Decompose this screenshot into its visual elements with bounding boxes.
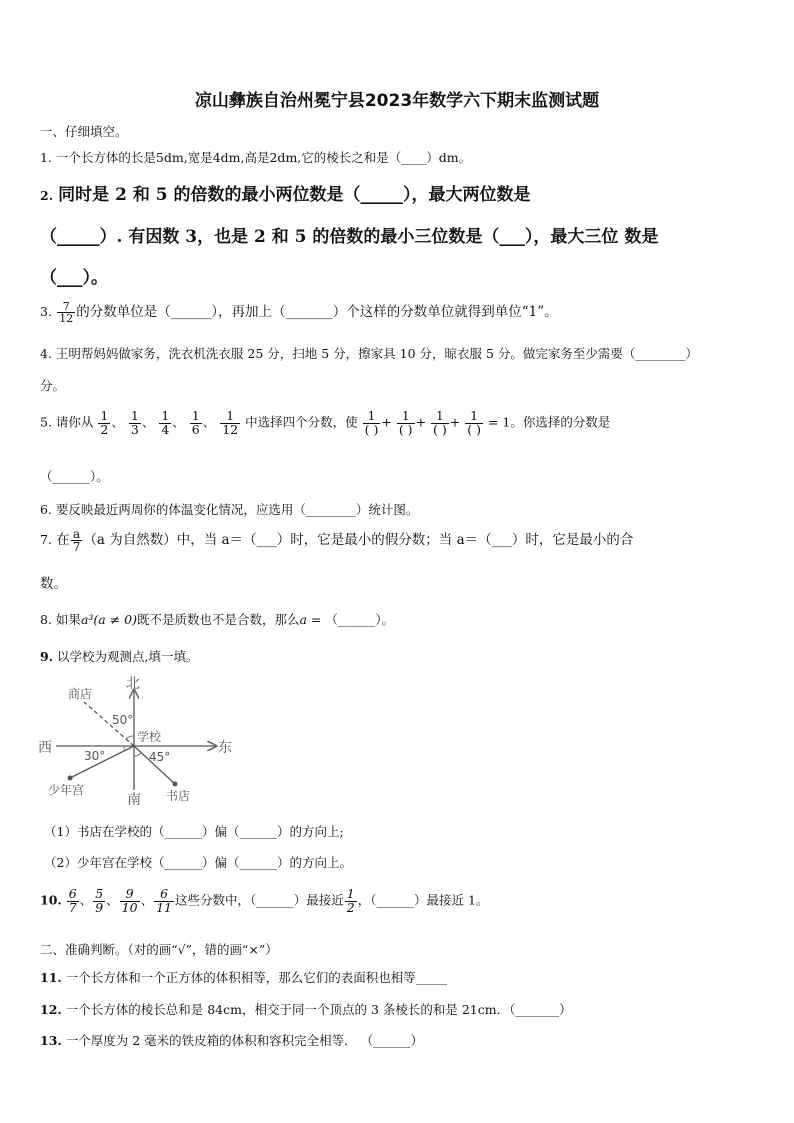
direction-diagram [34,672,234,810]
blank-fraction: $\frac{1}{( )}$ [398,408,413,437]
fraction: $\frac{1}{3}$ [130,408,139,437]
question-line: 同时是 2 和 5 的倍数的最小两位数是（_____），最大两位数是 [58,185,531,205]
question-number: 10. [40,892,62,908]
fraction: $\frac{1}{2}$ [100,408,109,437]
fraction: $\frac{1}{4}$ [161,408,170,437]
fraction: $\frac{7}{12}$ [59,300,74,325]
section-heading-1: 一、仔细填空。 [40,124,128,139]
question-9 [40,647,199,665]
fraction-half: $\frac{1}{2}$ [346,886,355,915]
label-south: 南 [127,792,141,808]
question-4-line-2: 分。 [40,378,66,393]
question-number: 5. [40,414,52,430]
blank-fraction: $\frac{1}{( )}$ [364,408,379,437]
question-number: 11. [40,970,62,985]
question-number: 3. [40,304,52,319]
question-text: 要反映最近两周你的体温变化情况，应选用（________）统计图。 [55,502,419,517]
angle-arc [134,753,141,756]
question-10: 10. $\frac{6}{7}$ 、 $\frac{5}{9}$ 、 $\frac{9}{10}$ 、 $\frac{6}{11}$ 这些分数中，（______）最接近 $\frac{1}{2}$ ，（______）最接近 1。 [40,886,489,915]
angle-arc [124,746,125,751]
page-title: 凉山彝族自治州冕宁县2023年数学六下期末监测试题 [194,91,600,111]
angle-label-shop: 50° [112,713,134,727]
label-west: 西 [38,740,52,756]
question-9-sub-2: （2）少年宫在学校（______）偏（______）的方向上。 [44,855,352,870]
question-number: 6. [40,502,52,517]
question-number: 12. [40,1002,62,1017]
question-4 [40,344,698,362]
question-number: 1. [40,150,52,165]
question-text: 一个厚度为 2 毫米的铁皮箱的体积和容积完全相等． （______） [65,1033,424,1048]
fraction: $\frac{5}{9}$ [95,886,104,915]
question-number: 7. [40,532,52,547]
question-number: 13. [40,1033,62,1048]
fraction: $\frac{6}{7}$ [68,886,77,915]
label-east: 东 [218,740,232,756]
fraction: $\frac{6}{11}$ [156,886,172,915]
label-bookstore: 书店 [166,789,191,803]
question-7: 7. 在 $\frac{a}{7}$ （a 为自然数）中，当 a＝（___）时，它是最小的假分数；当 a＝（___）时，它是最小的合 [40,527,634,554]
question-9-sub-1: （1）书店在学校的（______）偏（______）的方向上; [44,824,344,839]
question-number: 4. [40,346,52,361]
question-number: 2. [40,188,54,203]
question-12 [40,1000,572,1018]
question-2-line-2: （_____）. 有因数 3，也是 2 和 5 的倍数的最小三位数是（___），最大三位 数是 [40,227,659,247]
bookstore-point [173,782,178,787]
blank-fraction: $\frac{1}{( )}$ [433,408,447,437]
question-text: 王明帮妈妈做家务，洗衣机洗衣服 25 分，扫地 5 分，擦家具 10 分，晾衣服 5 分。做完家务至少需要（________） [55,346,698,361]
angle-label-youth-palace: 30° [84,749,106,763]
fraction: $\frac{9}{10}$ [121,886,138,915]
question-2 [40,180,531,205]
question-text: 以学校为观测点,填一填。 [57,649,199,664]
question-11 [40,968,447,986]
fraction: $\frac{1}{12}$ [222,408,239,437]
blank-fraction: $\frac{1}{( )}$ [467,408,481,437]
fraction: $\frac{1}{6}$ [191,408,200,437]
question-8: 8. 如果a³(a ≠ 0)既不是质数也不是合数，那么a = （______）。 [40,612,395,627]
youth-palace-point [68,776,73,781]
angle-label-bookstore: 45° [149,750,171,764]
label-youth-palace: 少年宫 [48,783,85,797]
math-expression: a³(a ≠ 0) [80,612,137,627]
angle-arc [126,736,134,739]
question-number: 9. [40,649,54,664]
question-6 [40,500,418,518]
question-number: 8. [40,612,52,627]
question-text: 的分数单位是（______），再加上（_______）个这样的分数单位就得到单位“1”。 [76,304,558,320]
question-5-line-2: （______）。 [40,469,109,484]
question-text: 一个长方体的棱长总和是 84cm，相交于同一个顶点的 3 条棱长的和是 21cm．（_______） [65,1002,572,1017]
question-text: （a 为自然数）中，当 a＝（___）时，它是最小的假分数；当 a＝（___）时，它是最小的合 [83,532,634,548]
label-school: 学校 [137,730,162,744]
question-3 [40,300,558,324]
question-text: 一个长方体和一个正方体的体积相等，那么它们的表面积也相等_____ [65,970,447,985]
label-shop: 商店 [68,687,93,701]
question-13 [40,1031,423,1049]
question-text: 一个长方体的长是5dm,宽是4dm,高是2dm,它的棱长之和是（____）dm。 [55,150,472,165]
question-5: 5. 请你从 $\frac{1}{2}$ 、 $\frac{1}{3}$ 、 $\frac{1}{4}$ 、 $\frac{1}{6}$ 、 $\frac{1}{12}$ 中选择四个分数，使 $\frac{1}{( )}$ + $\frac{1}{( )}$ + $\frac{1}{( )}$ + $\frac{1}{( )}$ = 1。你选择的分数是 [40,408,611,437]
label-north: 北 [126,676,140,692]
question-2-line-3: （___）。 [40,268,108,288]
question-7-line-2: 数。 [40,576,67,592]
section-heading-2: 二、准确判断。（对的画“√”，错的画“×”） [40,942,278,957]
question-1 [40,148,471,166]
fraction: $\frac{a}{7}$ [72,527,81,554]
